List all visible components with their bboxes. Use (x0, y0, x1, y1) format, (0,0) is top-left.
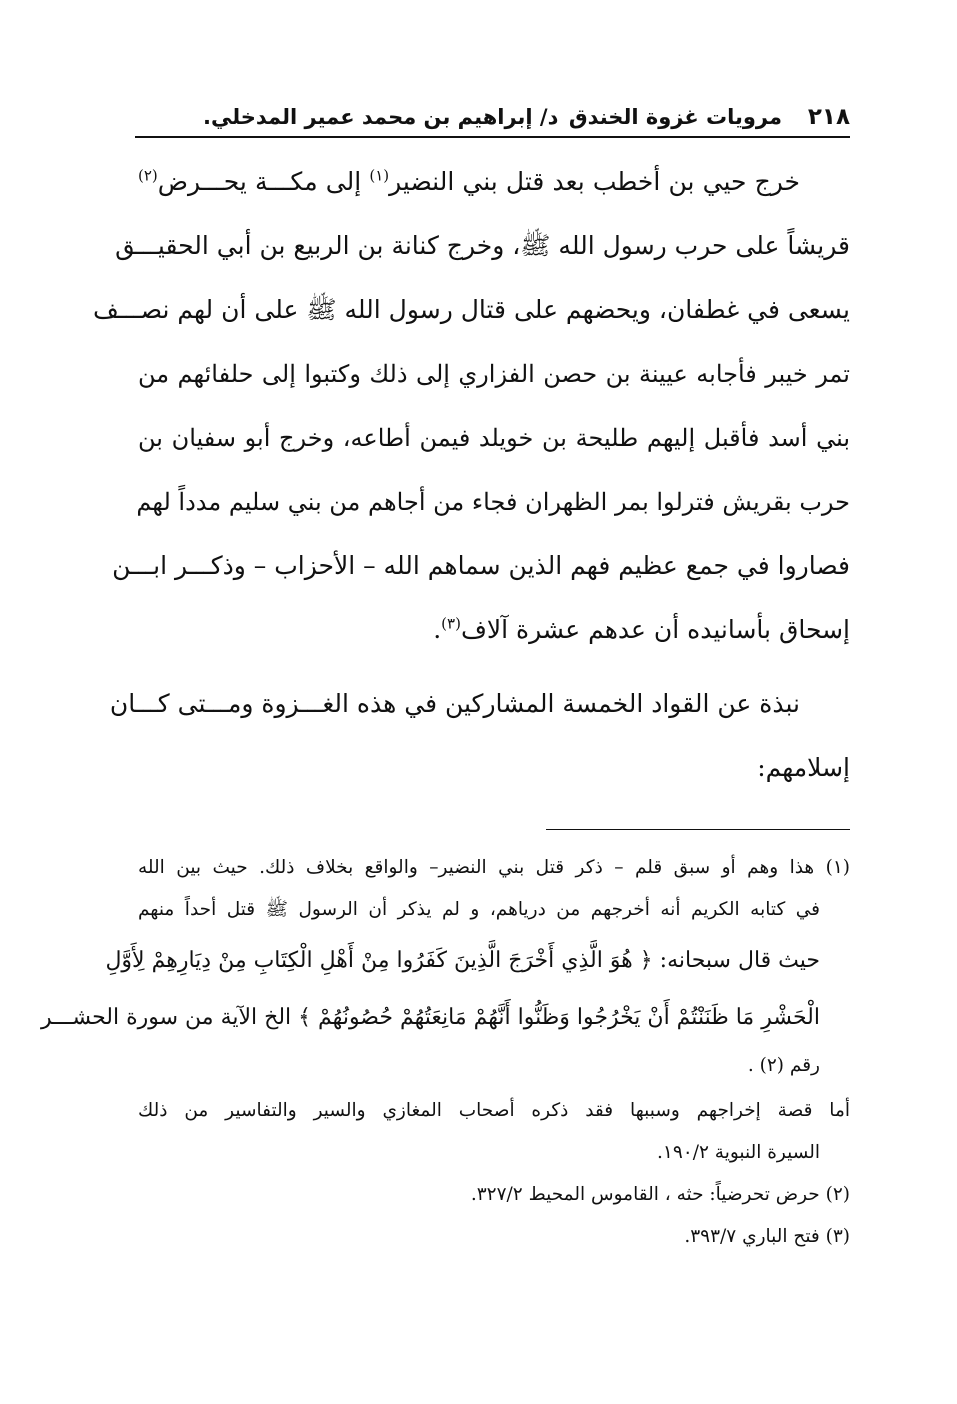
footnote-1-line: أما قصة إخراجهم وسببها فقد ذكره أصحاب المغازي والسير والتفاسير من ذلك (138, 1100, 850, 1121)
body-line: بني أسد فأقبل إليهم طليحة بن خويلد فيمن أطاعه، وخرج أبو سفيان بن (138, 424, 850, 452)
body-line-text: إلى مكـــة يحـــرض (157, 167, 362, 196)
footnote-1-line: (١) هذا وهم أو سبق قلم – ذكر قتل بني النضير– والواقع بخلاف ذلك. حيث بين الله (138, 857, 850, 878)
running-header (135, 102, 850, 138)
main-text (92, 150, 850, 800)
footnote-ref-3[interactable]: (٣) (441, 614, 461, 633)
footnote-1-line: السيرة النبوية ١٩٠/٢. (657, 1142, 820, 1163)
footnote-1-line: في كتابه الكريم أنه أخرجهم من درياهم، و لم يذكر أن الرسول ﷺ قتل أحداً منهم (138, 899, 820, 920)
body-line-text: إسحاق بأسانيده أن عدهم عشرة آلاف (460, 615, 850, 644)
author-name: د/ إبراهيم بن محمد عمير المدخلي. (203, 105, 559, 129)
footnotes (41, 848, 850, 1259)
footnote-separator (546, 829, 850, 830)
footnote-3: (٣) فتح الباري ٣٩٣/٧. (684, 1226, 850, 1247)
footnote-1-line: رقم (٢) . (747, 1055, 820, 1076)
sentence-end: . (433, 615, 442, 644)
footnote-2: (٢) حرض تحرضياً: حثه ، القاموس المحيط ٣٢٧/٢. (470, 1184, 850, 1205)
body-line-text: خرج حيي بن أخطب بعد قتل بني النضير (389, 167, 800, 196)
section-heading-line: نبذة عن القواد الخمسة المشاركين في هذه الغـــزوة ومـــتى كـــان (109, 689, 800, 718)
body-line: قريشاً على حرب رسول الله ﷺ، وخرج كنانة بن الربيع بن أبي الحقيـــق (115, 231, 850, 260)
section-heading-line: إسلامهم: (757, 753, 850, 782)
body-line: فصاروا في جمع عظيم فهم الذين سماهم الله – الأحزاب – وذكـــر ابـــن (112, 551, 850, 580)
body-line (138, 598, 850, 662)
footnote-ref-2[interactable]: (٢) (138, 166, 158, 185)
footnote-1-quran-line: الْحَشْرِ مَا ظَنَنْتُمْ أَنْ يَخْرُجُوا وَظَنُّوا أَنَّهُمْ مَانِعَتُهُمْ حُصُونُهُمْ ﴾ الخ الآية من سورة الحشـــر (41, 1005, 820, 1030)
body-line: حرب بقريش فترلوا بمر الظهران فجاء من أجاهم من بني سليم مدداً لهم (136, 488, 850, 516)
body-line (138, 150, 850, 214)
body-line: يسعى في غطفان، ويحضهم على قتال رسول الله ﷺ على أن لهم نصـــف (92, 295, 850, 324)
page-number: ٢١٨ (807, 104, 850, 130)
book-title: مرويات غزوة الخندق (568, 105, 782, 129)
footnote-1-quran-line: حيث قال سبحانه: ﴿ هُوَ الَّذِي أَخْرَجَ الَّذِينَ كَفَرُوا مِنْ أَهْلِ الْكِتَابِ مِنْ دِيَارِهِمْ لِأَوَّلِ (105, 948, 820, 973)
footnote-ref-1[interactable]: (١) (369, 166, 390, 185)
body-line: تمر خيبر فأجابه عيينة بن حصن الفزاري إلى ذلك وكتبوا إلى حلفائهم من (138, 360, 850, 388)
